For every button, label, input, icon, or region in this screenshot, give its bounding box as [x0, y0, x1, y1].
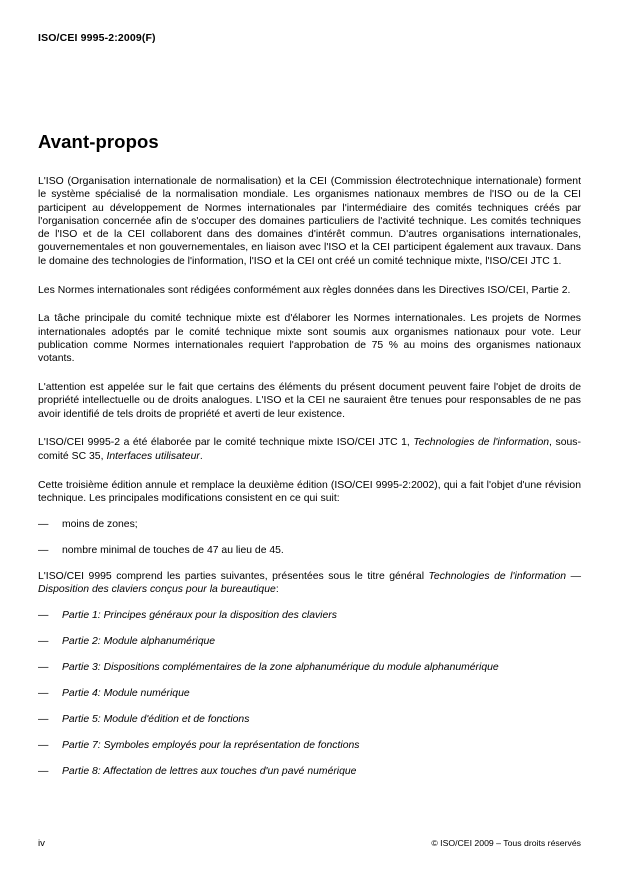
list-item — [38, 544, 581, 557]
parts-intro-general-title-italic: Technologies de l'information — Disposition des claviers conçus pour la bureautique — [38, 570, 581, 596]
list-item-label: Partie 4: Module numérique — [62, 688, 190, 699]
list-item — [38, 687, 581, 700]
list-item — [38, 739, 581, 752]
page-footer — [38, 838, 581, 849]
list-item — [38, 661, 581, 674]
em-dash-bullet-icon: — — [38, 765, 49, 777]
running-header: ISO/CEI 9995-2:2009(F) — [38, 32, 156, 44]
em-dash-bullet-icon: — — [38, 610, 49, 622]
list-item-label: Partie 5: Module d'édition et de fonctions — [62, 713, 250, 725]
attribution-text-end: . — [199, 450, 203, 462]
em-dash-bullet-icon: — — [38, 519, 49, 531]
parts-list — [38, 609, 581, 778]
paragraph-parts-intro — [38, 570, 581, 597]
copyright-notice: © ISO/CEI 2009 – Tous droits réservés — [431, 838, 581, 848]
paragraph-edition-changes: Cette troisième édition annule et remplace la deuxième édition (ISO/CEI 9995-2:2002), qui a fait l'objet d'une révision technique. Les principales modifications consistent en ce qui suit: — [38, 479, 581, 504]
em-dash-bullet-icon: — — [38, 739, 49, 751]
list-item — [38, 713, 581, 726]
parts-intro-lead: L'ISO/CEI 9995 comprend les parties suivantes, présentées sous le titre général — [38, 570, 429, 582]
page-content — [38, 131, 581, 791]
em-dash-bullet-icon: — — [38, 636, 49, 648]
em-dash-bullet-icon: — — [38, 713, 49, 725]
list-item-label: Partie 8: Affectation de lettres aux touches d'un pavé numérique — [62, 765, 357, 777]
parts-intro-end: : — [275, 584, 279, 596]
paragraph-task-approval: La tâche principale du comité technique mixte est d'élaborer les Normes internationales. Les projets de Normes internationales adoptés par le comité technique mixte sont soumis aux organismes nationaux pour vote. Leur publication comme Normes internationales requiert l'approbation de 75 % au moins des organismes nationaux votants. — [38, 313, 581, 365]
list-item — [38, 609, 581, 622]
modifications-list — [38, 518, 581, 557]
list-item — [38, 635, 581, 648]
list-item-label: Partie 3: Dispositions complémentaires de la zone alphanumérique du module alphanumérique — [62, 662, 499, 674]
list-item — [38, 765, 581, 778]
page-number: iv — [38, 838, 45, 849]
em-dash-bullet-icon: — — [38, 662, 49, 674]
list-item-label: Partie 7: Symboles employés pour la représentation de fonctions — [62, 739, 360, 751]
attribution-text-mid: , sous-comité SC 35, — [38, 437, 581, 462]
list-item — [38, 518, 581, 531]
attribution-title-italic: Technologies de l'information — [413, 437, 550, 449]
list-item-label: Partie 2: Module alphanumérique — [62, 636, 216, 648]
em-dash-bullet-icon: — — [38, 544, 49, 556]
paragraph-patent-rights: L'attention est appelée sur le fait que certains des éléments du présent document peuvent faire l'objet de droits de propriété intellectuelle ou de droits analogues. L'ISO et la CEI ne sauraient être tenues pour responsables de ne pas avoir identifié de tels droits de propriété et averti de leur existence. — [38, 382, 581, 420]
paragraph-directives: Les Normes internationales sont rédigées conformément aux règles données dans les Directives ISO/CEI, Partie 2. — [38, 284, 571, 296]
paragraph-committee-attribution — [38, 436, 581, 463]
attribution-text-lead: L'ISO/CEI 9995-2 a été élaborée par le comité technique mixte ISO/CEI JTC 1, — [38, 437, 414, 449]
list-item-label: moins de zones; — [62, 519, 138, 531]
page-title: Avant-propos — [38, 131, 159, 152]
list-item-label: nombre minimal de touches de 47 au lieu de 45. — [62, 544, 284, 556]
attribution-subcommittee-italic: Interfaces utilisateur — [106, 450, 200, 462]
paragraph-foreword-intro: L'ISO (Organisation internationale de normalisation) et la CEI (Commission électrotechnique internationale) forment le système spécialisé de la normalisation mondiale. Les organismes nationaux membres de l'ISO ou de la CEI participent au développement de Normes internationales par l'intermédiaire des comités techniques créés par l'organisation concernée afin de s'occuper des domaines particuliers de l'activité technique. Les comités techniques de l'ISO et de la CEI collaborent dans des domaines d'intérêt commun. D'autres organisations internationales, gouvernementales et non gouvernementales, en liaison avec l'ISO et la CEI participent également aux travaux. Dans le domaine des technologies de l'information, l'ISO et la CEI ont créé un comité technique mixte, l'ISO/CEI JTC 1. — [38, 176, 581, 267]
list-item-label: Partie 1: Principes généraux pour la disposition des claviers — [62, 610, 337, 622]
em-dash-bullet-icon: — — [38, 688, 49, 699]
